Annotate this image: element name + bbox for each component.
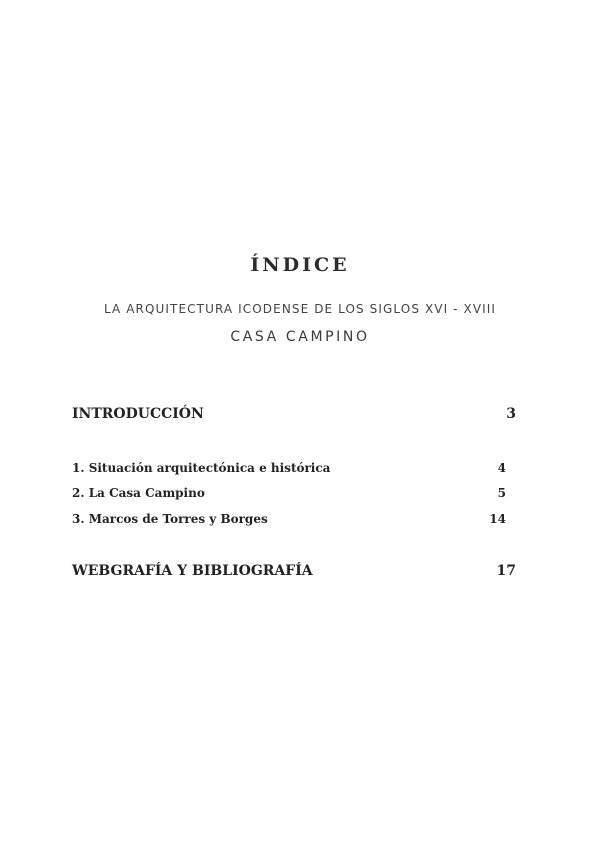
toc-entry-webgrafia (72, 563, 516, 579)
toc-entry-label: 2. La Casa Campino (72, 486, 205, 500)
toc-entry-page: 4 (497, 461, 506, 475)
toc-entry-page: 5 (497, 486, 506, 500)
toc-entry-introduccion (72, 406, 516, 422)
document-subtitle: LA ARQUITECTURA ICODENSE DE LOS SIGLOS XVI - XVIII (103, 302, 497, 316)
toc-entry-label: WEBGRAFÍA Y BIBLIOGRAFÍA (72, 563, 313, 579)
toc-entry-label: 1. Situación arquitectónica e histórica (72, 461, 331, 475)
toc-entry-label: INTRODUCCIÓN (72, 406, 204, 422)
document-subtitle-secondary: CASA CAMPINO (230, 329, 370, 345)
toc-entry-page: 3 (506, 406, 516, 422)
toc-entry-marcos-de-torres (72, 512, 506, 526)
toc-entry-page: 17 (496, 563, 516, 579)
toc-entry-page: 14 (489, 512, 506, 526)
toc-entry-casa-campino (72, 486, 506, 500)
toc-entry-situacion (72, 461, 506, 475)
toc-entry-label: 3. Marcos de Torres y Borges (72, 512, 268, 526)
page-title: ÍNDICE (250, 254, 350, 276)
